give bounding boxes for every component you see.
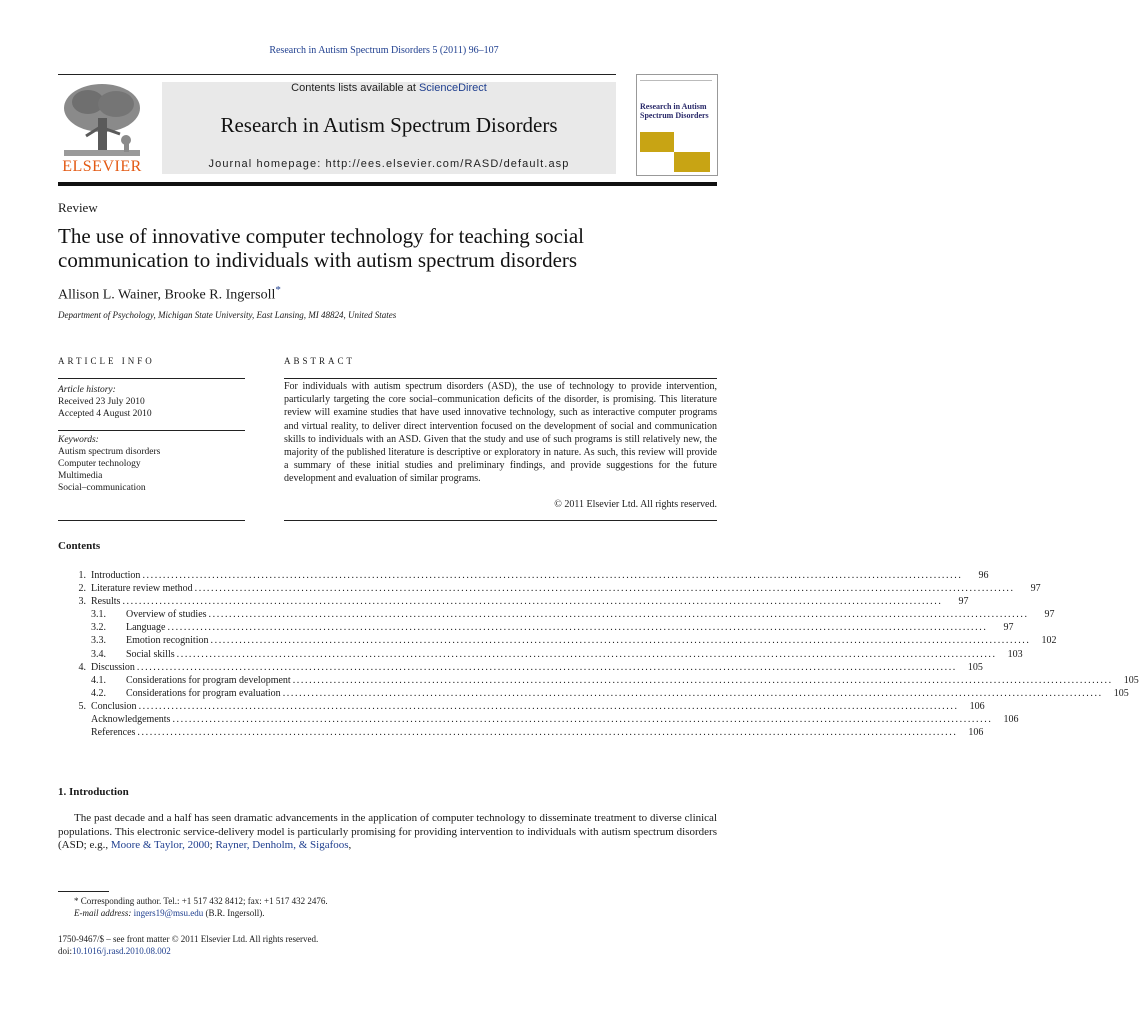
abstract-text: For individuals with autism spectrum disorders (ASD), the use of technology to provide intervention, particularly targeting the core social–communication deficits of the disorder, is promising. This literature review will examine studies that have used innovative technology, such as interactive computer programs and virtual reality, to deliver direct intervention focused on the development of social and communication skills to individuals with an ASD. Given that the study and use of such programs is still relatively new, the majority of the published literature is descriptive or exploratory in nature. As such, this review will provide a summary of these initial studies and preliminary findings, and provide suggestions for the future development and evaluation of similar programs. <box>284 381 717 485</box>
toc-page-number: 97 <box>1003 622 1014 634</box>
masthead-top-rule <box>58 74 616 75</box>
cover-title: Research in Autism Spectrum Disorders <box>640 102 709 120</box>
contents-prefix: Contents lists available at <box>291 82 419 94</box>
doi-line <box>58 945 171 957</box>
toc-label[interactable]: Considerations for program development <box>126 674 291 686</box>
received-date: Received 23 July 2010 <box>58 397 145 407</box>
toc-leader-dots: ........................................................................................................................................................................................................ <box>172 714 993 726</box>
footnote-rule <box>58 891 109 892</box>
authors <box>58 284 281 304</box>
abstract-bottom-rule <box>284 520 717 521</box>
article-info-heading: ARTICLE INFO <box>58 356 155 366</box>
abstract-heading: ABSTRACT <box>284 356 356 366</box>
footnote-corresponding <box>58 895 328 919</box>
table-of-contents <box>58 569 1139 739</box>
toc-leader-dots: ........................................................................................................................................................................................................ <box>137 727 958 739</box>
toc-label[interactable]: Discussion <box>91 661 135 673</box>
toc-leader-dots: ........................................................................................................................................................................................................ <box>292 674 1113 686</box>
toc-label[interactable]: Introduction <box>91 570 141 581</box>
abstract-top-rule <box>284 378 717 379</box>
toc-page-number: 102 <box>1041 635 1057 647</box>
toc-leader-dots: ........................................................................................................................................................................................................ <box>282 687 1103 699</box>
journal-title: Research in Autism Spectrum Disorders <box>220 113 558 137</box>
running-header: Research in Autism Spectrum Disorders 5 (2011) 96–107 <box>269 45 499 56</box>
toc-label[interactable]: Social skills <box>126 648 175 660</box>
email-line <box>58 907 328 919</box>
toc-number: 2. <box>78 583 86 595</box>
toc-page-number: 106 <box>1003 714 1019 726</box>
contents-heading: Contents <box>58 540 101 552</box>
keywords <box>58 434 160 494</box>
corresponding-author-mark[interactable]: * <box>275 284 281 296</box>
introduction-paragraph <box>58 812 717 853</box>
citation-moore-taylor[interactable]: Moore & Taylor, 2000 <box>110 839 210 852</box>
toc-entry[interactable] <box>58 582 1041 595</box>
toc-entry[interactable] <box>58 569 989 582</box>
toc-leader-dots: ........................................................................................................................................................................................................ <box>176 648 997 660</box>
toc-subnumber: 3.4. <box>91 648 106 660</box>
toc-entry[interactable] <box>58 648 1023 661</box>
article-title: The use of innovative computer technology for teaching social communication to individuals with autism spectrum disorders <box>58 224 584 272</box>
toc-entry[interactable] <box>58 713 1019 726</box>
toc-page-number: 97 <box>958 596 969 608</box>
sciencedirect-link[interactable]: ScienceDirect <box>418 82 487 94</box>
toc-entry[interactable] <box>58 726 984 739</box>
toc-label[interactable]: Overview of studies <box>126 609 207 621</box>
toc-leader-dots: ........................................................................................................................................................................................................ <box>142 570 963 581</box>
toc-entry[interactable] <box>58 661 983 674</box>
article-history <box>58 384 152 420</box>
article-type: Review <box>58 200 98 215</box>
toc-leader-dots: ........................................................................................................................................................................................................ <box>210 635 1031 647</box>
doi-label: doi: <box>58 946 73 956</box>
contents-availability <box>162 82 616 94</box>
keyword: Computer technology <box>58 459 141 469</box>
toc-entry[interactable] <box>58 621 1014 634</box>
corresponding-author-note: * Corresponding author. Tel.: +1 517 432 8412; fax: +1 517 432 2476. <box>74 896 328 906</box>
toc-number: 4. <box>78 661 86 673</box>
toc-leader-dots: ........................................................................................................................................................................................................ <box>138 700 959 712</box>
section-heading-introduction: 1. Introduction <box>58 786 129 798</box>
toc-page-number: 106 <box>968 727 984 739</box>
intro-text: The past decade and a half has seen dramatic advancements in the application of computer technology to disseminate treatment to diverse clinical populations. This electronic service-delivery model is particularly promising for providing intervention to individuals with autism spectrum disorders (ASD; e.g., <box>58 812 717 852</box>
toc-subnumber: 4.1. <box>91 674 106 686</box>
toc-entry[interactable] <box>58 700 985 713</box>
toc-subnumber: 3.3. <box>91 635 106 647</box>
article-info-rule <box>58 378 245 379</box>
masthead-bottom-rule <box>58 182 717 186</box>
cover-decoration <box>640 132 674 152</box>
intro-tail: , <box>348 839 352 852</box>
toc-number: 3. <box>78 596 86 608</box>
keywords-rule <box>58 430 245 431</box>
toc-label[interactable]: References <box>91 727 136 739</box>
toc-label[interactable]: Literature review method <box>91 583 193 595</box>
toc-label[interactable]: Acknowledgements <box>91 714 171 726</box>
keywords-label: Keywords: <box>58 435 99 445</box>
keyword: Multimedia <box>58 471 103 481</box>
toc-entry[interactable] <box>58 674 1139 687</box>
toc-number: 1. <box>78 570 86 581</box>
toc-entry[interactable] <box>58 608 1055 621</box>
toc-page-number: 96 <box>978 570 989 581</box>
doi-link[interactable]: 10.1016/j.rasd.2010.08.002 <box>72 946 171 956</box>
author-names: Allison L. Wainer, Brooke R. Ingersoll <box>58 287 276 303</box>
email-tail: (B.R. Ingersoll). <box>203 908 265 918</box>
affiliation: Department of Psychology, Michigan State University, East Lansing, MI 48824, United States <box>58 310 397 320</box>
toc-leader-dots: ........................................................................................................................................................................................................ <box>194 583 1015 595</box>
cover-header-line <box>640 80 712 81</box>
toc-page-number: 105 <box>1123 674 1139 686</box>
toc-page-number: 105 <box>1113 687 1129 699</box>
email-link[interactable]: ingers19@msu.edu <box>133 908 204 918</box>
toc-leader-dots: ........................................................................................................................................................................................................ <box>167 622 988 634</box>
toc-entry[interactable] <box>58 687 1129 700</box>
toc-label[interactable]: Considerations for program evaluation <box>126 687 281 699</box>
toc-label[interactable]: Language <box>126 622 166 634</box>
toc-page-number: 105 <box>967 661 983 673</box>
toc-page-number: 106 <box>969 700 985 712</box>
publisher-logo-text: ELSEVIER <box>62 158 142 175</box>
citation-rayner[interactable]: Rayner, Denholm, & Sigafoos <box>215 839 349 852</box>
journal-homepage[interactable]: Journal homepage: http://ees.elsevier.com/RASD/default.asp <box>208 158 570 170</box>
toc-label[interactable]: Results <box>91 596 121 608</box>
toc-subnumber: 4.2. <box>91 687 106 699</box>
keyword: Social–communication <box>58 483 146 493</box>
toc-entry[interactable] <box>58 634 1057 647</box>
toc-page-number: 97 <box>1044 609 1055 621</box>
cover-decoration <box>674 152 710 172</box>
keyword: Autism spectrum disorders <box>58 447 161 457</box>
toc-subnumber: 3.1. <box>91 609 106 621</box>
toc-leader-dots: ........................................................................................................................................................................................................ <box>136 661 957 673</box>
article-info-bottom-rule <box>58 520 245 521</box>
toc-entry[interactable] <box>58 595 969 608</box>
abstract-copyright: © 2011 Elsevier Ltd. All rights reserved. <box>554 499 717 510</box>
citation-separator: ; <box>209 839 216 852</box>
issn-line: 1750-9467/$ – see front matter © 2011 Elsevier Ltd. All rights reserved. <box>58 934 319 944</box>
toc-label[interactable]: Emotion recognition <box>126 635 209 647</box>
history-label: Article history: <box>58 385 116 395</box>
toc-page-number: 103 <box>1007 648 1023 660</box>
toc-label[interactable]: Conclusion <box>91 700 137 712</box>
email-label: E-mail address: <box>74 908 134 918</box>
toc-number: 5. <box>78 700 86 712</box>
toc-leader-dots: ........................................................................................................................................................................................................ <box>208 609 1029 621</box>
toc-subnumber: 3.2. <box>91 622 106 634</box>
toc-leader-dots: ........................................................................................................................................................................................................ <box>122 596 943 608</box>
toc-page-number: 97 <box>1030 583 1041 595</box>
accepted-date: Accepted 4 August 2010 <box>58 409 152 419</box>
